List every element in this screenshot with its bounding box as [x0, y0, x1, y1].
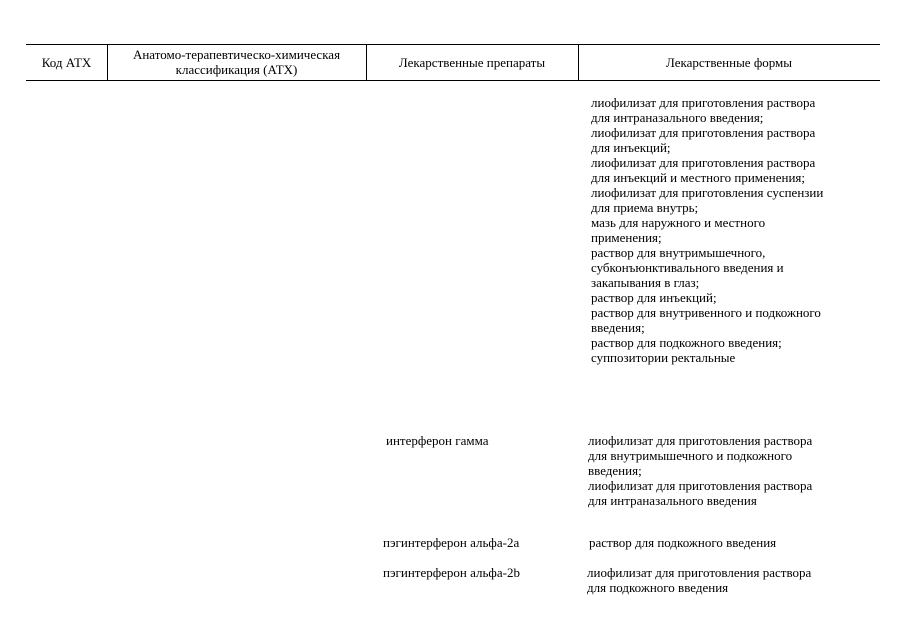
header-atc-code: Код АТХ: [41, 54, 92, 70]
dosage-forms-cell: раствор для подкожного введения: [589, 535, 777, 550]
table-header-bottom-rule: [26, 80, 880, 81]
dosage-forms-cell: лиофилизат для приготовления раствора для интраназального введения; лиофилизат для приготовления раствора для инъекций; лиофилизат для приготовления раствора для инъекций и местного применения; лиофилизат для приготовления суспензии для приема внутрь; мазь для наружного и местного применения; раствор для внутримышечного, субконъюнктивального введения и закапывания в глаз; раствор для инъекций; раствор для внутривенного и подкожного введения; раствор для подкожного введения; суппозитории ректальные: [591, 95, 824, 365]
dosage-forms-cell: лиофилизат для приготовления раствора для внутримышечного и подкожного введения; лиофилизат для приготовления раствора для интраназального введения: [588, 433, 813, 508]
dosage-forms-cell: лиофилизат для приготовления раствора для подкожного введения: [587, 565, 812, 595]
header-drugs: Лекарственные препараты: [398, 54, 546, 70]
header-atc-classification: Анатомо-терапевтическо-химическая классификация (АТХ): [132, 47, 341, 77]
drug-name-cell: пэгинтерферон альфа-2a: [383, 535, 520, 550]
drug-name-cell: интерферон гамма: [386, 433, 489, 448]
drug-name-cell: пэгинтерферон альфа-2b: [383, 565, 520, 580]
header-dosage-forms: Лекарственные формы: [665, 54, 793, 70]
